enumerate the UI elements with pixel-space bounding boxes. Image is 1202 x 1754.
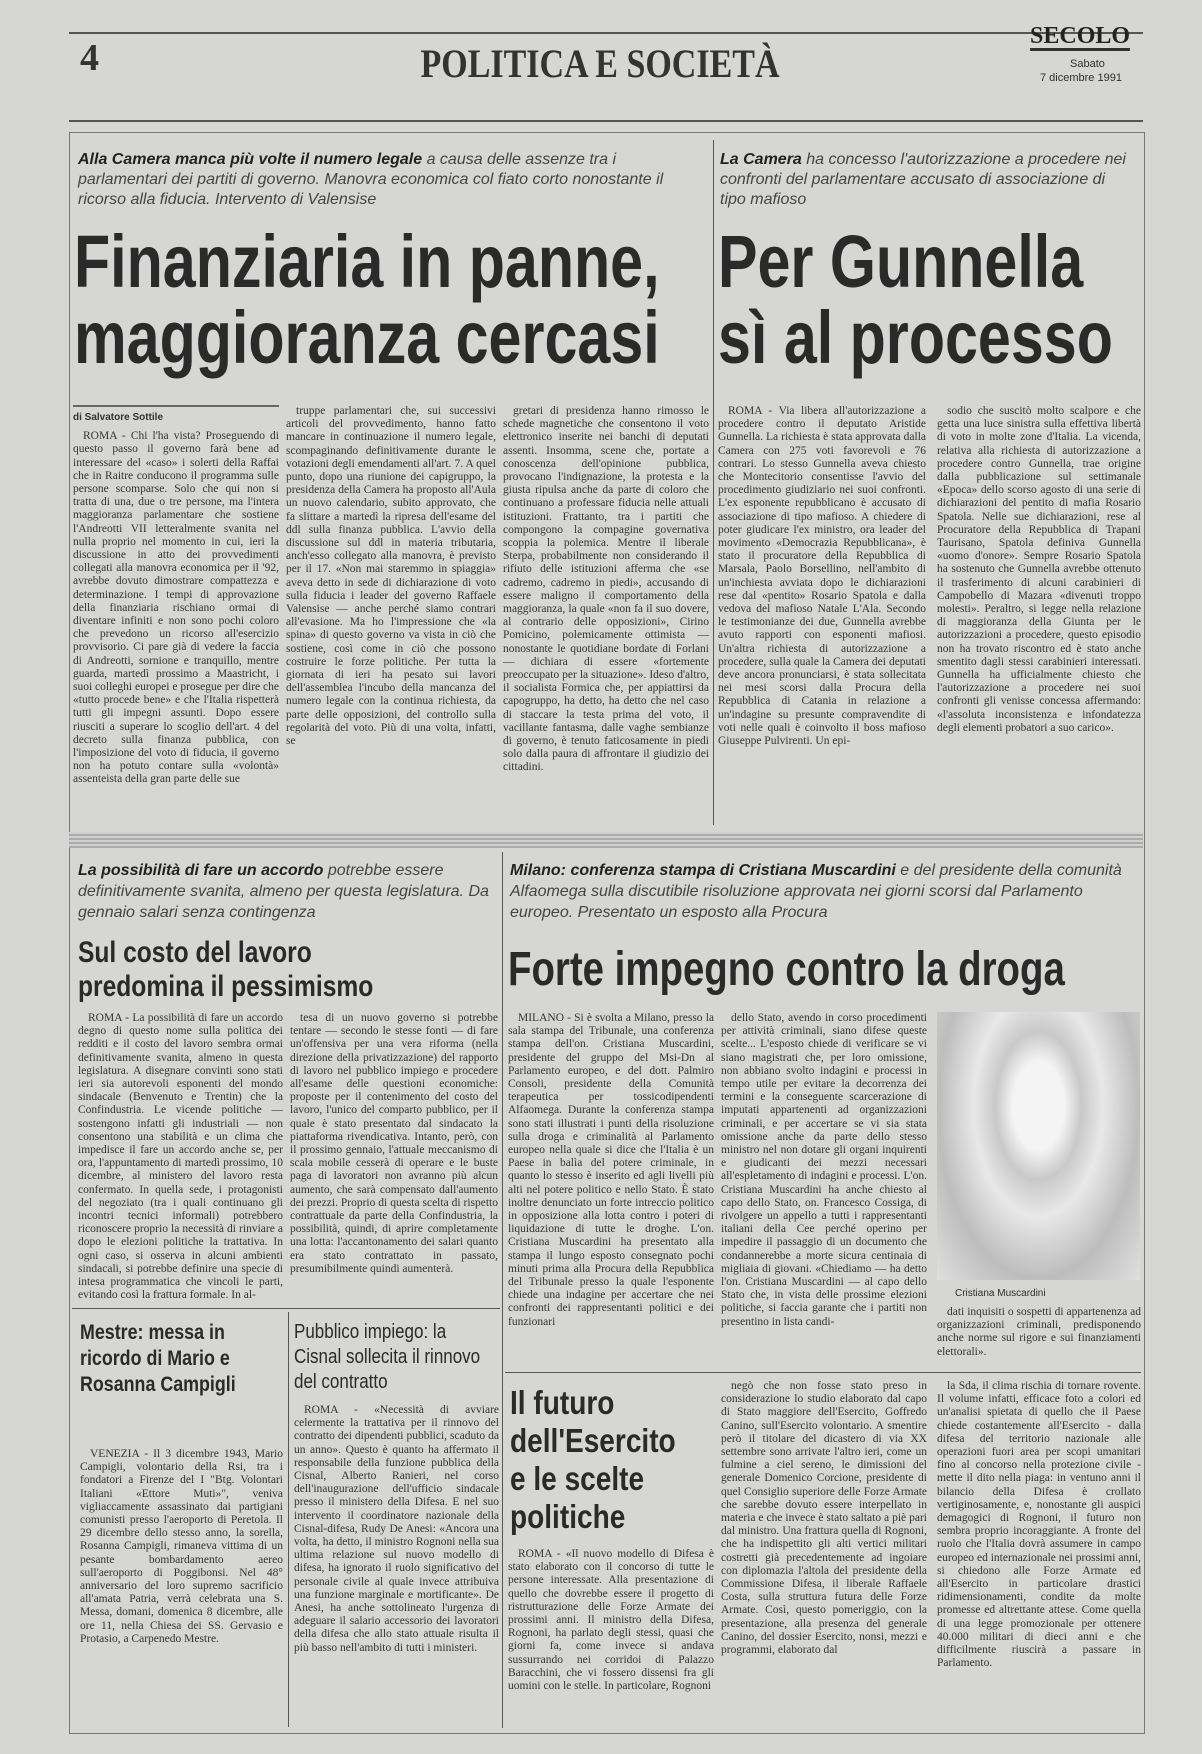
droga-column-2: [721, 1012, 927, 1367]
kicker-bold: La Camera: [720, 151, 802, 168]
article-paragraph: tesa di un nuovo governo si potrebbe tentare — secondo le stesse fonti — di fare un'offensiva per una vera riforma (nella direzione della privatizzazione) del rapporto di lavoro nel pubblico impiego e procedere all'esame delle questioni economiche: proposte per il contenimento del costo del lavoro, l'unico del comparto pubblico, per il quale è stato presentato dal sindacato la piattaforma rivendicativa. Intanto, però, con il prossimo gennaio, l'attuale meccanismo di scala mobile cesserà di operare e le buste paga di lavoratori non avranno più alcun aumento, che sarà compensato dall'aumento dei prezzi. Proprio di questa scelta di rispetto contrattuale da parte della Confindustria, la possibilità, quindi, di aprire completamente una lotta: l'accantonamento dei salari quanto era stato contrattato in passato, presumibilmente quindi aumenterà.: [290, 1012, 498, 1275]
droga-kicker: [510, 860, 1140, 923]
header-top-rule: [69, 32, 1143, 34]
finanziaria-column-2: [286, 405, 496, 820]
kicker-text: e del presidente della comunità Alfaomega sulla discutibile risoluzione approvata nei giorni scorsi dal Parlamento europeo. Presentato un esposto alla Procura: [510, 862, 1122, 921]
esercito-column-3: [937, 1380, 1141, 1725]
article-paragraph: ROMA - «Necessità di avviare celermente la trattativa per il rinnovo del contratto dei dipendenti pubblici, scaduto da un anno». Questo è quanto ha affermato il responsabile della funzione pubblica della Cisnal, Alberto Ranieri, nel corso dell'inaugurazione dell'ufficio sindacale presso il ministero della Difesa. E nel suo intervento il coordinatore nazionale della Cisnal-difesa, Rudy De Anesi: «Ancora una volta, ha detto, il ministro Rognoni nella sua ultima relazione sul nuovo modello di difesa, ha ignorato il ruolo significativo del personale civile al quale invece attribuiva una funzione marginale e mortificante». De Anesi, ha anche sottolineato l'urgenza di adeguare il salario accessorio dei lavoratori della difesa che allo stato attuale risulta il più basso nell'ambito di tutti i ministeri.: [294, 1404, 499, 1654]
article-paragraph: dello Stato, avendo in corso procedimenti per attività criminali, siano difese queste scelte... L'esposto chiede di verificare se vi siano magistrati che, per loro omissione, non abbiano svolto indagini e processi in tempo utile per evitare la decorrenza dei termini e la conseguente scarcerazione di imputati appartenenti ad organizzazioni criminali, e per accertare se vi sia stata omissione anche da parte dello stesso ministro nel non dotare gli organi inquirenti e giudicanti dei mezzi necessari all'espletamento di indagini e processi. L'on. Cristiana Muscardini ha anche chiesto al capo dello Stato, on. Francesco Cossiga, di rivolgere un appello a tutti i rappresentanti italiani della Cee perché operino per impedire il passaggio di un documento che condannerebbe a morte sicura centinaia di migliaia di giovani. «Chiediamo — ha detto l'on. Cristiana Muscardini — al capo dello Stato che, in vista delle prossime elezioni politiche, si faccia garante che i partiti non presentino in lista candi-: [721, 1012, 927, 1328]
cisnal-body: [294, 1404, 499, 1724]
kicker-bold: Milano: conferenza stampa di Cristiana Muscardini: [510, 862, 896, 879]
mestre-headline: Mestre: messa in ricordo di Mario e Rosanna Campigli: [80, 1321, 236, 1396]
issue-day: Sabato: [1070, 58, 1105, 70]
article-paragraph: ROMA - «Il nuovo modello di Difesa è stato elaborato con il concorso di tutte le persone interessate. Alla presentazione di quello che dovrebbe essere il progetto di ristrutturazione delle Forze Armate dei prossimi anni. Il ministro della Difesa, Rognoni, ha parlato degli stessi, quasi che giorni fa, come invece si andava sussurrando nei corridoi di Palazzo Baracchini, che vi fossero dissensi fra gli uomini con le stelle. In particolare, Rognoni: [508, 1548, 714, 1693]
article-paragraph: truppe parlamentari che, sui successivi articoli del provvedimento, hanno fatto mancare in continuazione il numero legale, scompaginando definitivamente durante le votazioni degli emendamenti all'art. 7. A quel punto, dopo una riunione dei capigruppo, la presidenza della Camera ha proposto all'Aula un nuovo calendario, subito approvato, che fa slittare a martedì la ripresa dell'esame del ddl sulla finanza pubblica. L'avvio della discussione sul ddl in materia tributaria, anch'esso collegato alla manovra, è previsto per il 17. «Non mai staremmo in spiaggia» aveva detto in sede di dichiarazione di voto sulla fiducia i leader del governo Raffaele Valensise — anche perché siamo contrari all'evasione. Ma ho l'impressione che «la spina» di questo governo va vista in ciò che sostiene, così come in ciò che possono costruire le forze politiche. Per tutta la giornata di ieri ha pesato sui lavori dell'assemblea l'incubo della mancanza del numero legale con la continua richiesta, da parte delle opposizioni, del controllo sulla regolarità del voto. Più di una volta, infatti, se: [286, 405, 496, 748]
gunnella-column-1: [718, 405, 926, 820]
article-paragraph: gretari di presidenza hanno rimosso le schede magnetiche che consentono il voto elettronico inserite nei banchi di deputati assenti. Insomma, scene che, portate a conoscenza dell'opinione pubblica, provocano l'indignazione, la protesta e la giusta ripulsa anche da parte di coloro che continuano a professare fiducia nelle attuali istituzioni. Frattanto, tra i partiti che compongono la compagine governativa scoppia la polemica. Mentre il liberale Sterpa, probabilmente non considerando il rifiuto delle istituzioni afferma che «se cadremo, cadremo in piedi», accusando di essere maligno il comportamento della maggioranza, la quale «non fa il suo dovere, al contrario delle opposizioni», Cirino Pomicino, polemicamente ottimista — nonostante le quotidiane bordate di Forlani — dichiara di essere «fortemente preoccupato per la situazione». Ideso d'altro, il socialista Formica che, per appiattirsi da capogruppo, ha detto, ha detto che nel caso di staccare la testa prima del voto, il vacillante fantasma, dalle vaghe sembianze di governo, è tenuto faticosamente in piedi solo dalla paura di affrontare il giudizio dei cittadini.: [503, 405, 709, 774]
lavoro-kicker: [78, 860, 496, 923]
headline-line-2: sì al processo: [718, 296, 1113, 379]
headline-line-1: Sul costo del lavoro: [78, 936, 312, 969]
column-divider: [713, 140, 714, 825]
lavoro-headline: [78, 936, 373, 1004]
column-divider: [288, 1312, 289, 1727]
mestre-body: [80, 1448, 283, 1723]
article-paragraph: la Sda, il clima rischia di tornare rovente. Il volume infatti, efficace foto a colori ed un'analisi spietata di quello che il Paese chiede costantemente all'Esercito - dalla difesa del territorio nazionale alle operazioni fuori area per scopi umanitari fino al concorso nella protezione civile - mette il dito nella piaga: in ventuno anni il bilancio della Difesa è crollato vertiginosamente, e, nonostante gli auspici demagogici di Rognoni, il futuro non sembra proprio incoraggiante. A fronte del ruolo che l'Italia dovrà assumere in campo europeo ed internazionale nei prossimi anni, si chiedono alle Forze Armate ed all'Esercito in particolare drastici ridimensionamenti, condite da molte promesse ed altrettante attese. Come quella di una legge promozionale per ottenere 40.000 militari di dieci anni e che difficilmente riuscirà a passare in Parlamento.: [937, 1380, 1141, 1670]
headline-line-1: Finanziaria in panne,: [74, 220, 660, 303]
byline: di Salvatore Sottile: [73, 405, 279, 424]
finanziaria-headline: [74, 220, 660, 379]
header-bottom-rule: [69, 120, 1143, 122]
article-paragraph: ROMA - Via libera all'autorizzazione a procedere contro il deputato Aristide Gunnella. La richiesta è stata approvata dalla Camera con 275 voti favorevoli e 76 contrari. Lo stesso Gunnella aveva chiesto che Montecitorio consentisse l'avvio del procedimento giudiziario nei suoi confronti. L'ex esponente repubblicano è accusato di associazione di tipo mafioso. A chiedere di poter giudicare l'ex ministro, ora leader del movimento «Democrazia Repubblicana», è stato il procuratore della Repubblica di Marsala, Paolo Borsellino, nell'ambito di un'inchiesta avviata dopo le dichiarazioni rese dal «pentito» Rosario Spatola e dalla vedova del mafioso Natale L'Ala. Secondo le testimonianze dei due, Gunnella avrebbe avuto rapporti con esponenti mafiosi. Un'altra richiesta di autorizzazione a procedere, sulla quale la Camera dei deputati deve ancora pronunciarsi, è stata sollecitata nei mesi scorsi dalla Procura della Repubblica di Catania in relazione a un'indagine su presunte compravendite di voti nelle quali è coinvolto il boss mafioso Giuseppe Pulvirenti. Un epi-: [718, 405, 926, 748]
article-paragraph: ROMA - Chi l'ha vista? Proseguendo di questo passo il governo farà bene ad interessare del «caso» i solerti della Raffai che in Raitre conducono il programma sulle persone scomparse. Solo che qui non si tratta di una, due o tre persone, ma l'intera maggioranza parlamentare che sostiene l'Andreotti VII letteralmente svanita nel nulla proprio nel momento in cui, ieri la discussione in atto dei provvedimenti collegati alla manovra economica per il '92, avrebbe dovuto dimostrare compattezza e determinazione. I tempi di approvazione della finanziaria rischiano ormai di diventare infiniti e non sono pochi coloro che prevedono un ricorso all'esercizio provvisorio. Ci pare già di vedere la faccia di Andreotti, sornione e tranquillo, mentre guarda, martedì prossimo a Maastricht, i suoi colleghi europei e prosegue per dire che «tutto procede bene» e che l'Italia rispetterà tutti gli impegni assunti. Dopo essere riusciti a superare lo scoglio dell'art. 4 del decreto sulla finanza pubblica, con l'imposizione del voto di fiducia, il governo non ha potuto contare sulla «volontà» assenteista della gran parte delle sue: [73, 430, 279, 786]
article-paragraph: negò che non fosse stato preso in considerazione lo studio elaborato dal capo di Stato maggiore dell'Esercito, Goffredo Canino, sull'Esercito volontario. A smentire però il titolare del dicastero di via XX settembre sono arrivate l'altro ieri, come un fulmine a ciel sereno, le dimissioni del generale Domenico Corcione, presidente di quel Consiglio superiore delle Forze Armate che sarebbe dovuto essere interpellato in materia e che invece è stato saltato a piè pari dal ministro. Una frattura quella di Rognoni, che ha indispettito gli alti vertici militari costretti già precedentemente ad ingoiare con diplomazia l'altola del presidente della Commissione Difesa, il liberale Raffaele Costa, sulla struttura futura delle Forze Armate. Così, questo pomeriggio, con la presentazione, alla presenza del generale Canino, del dossier Esercito, nonsi, mezzi e programmi, elaborato dal: [721, 1380, 927, 1657]
page-number: 4: [80, 37, 99, 79]
headline-line-2: maggioranza cercasi: [74, 296, 660, 379]
box-rule: [505, 1372, 1141, 1373]
kicker-bold: La possibilità di fare un accordo: [78, 862, 324, 879]
gunnella-kicker: [720, 150, 1130, 210]
esercito-column-1: [508, 1548, 714, 1724]
finanziaria-column-1: [73, 405, 279, 820]
article-paragraph: ROMA - La possibilità di fare un accordo degno di questo nome sulla politica dei redditi e il costo del lavoro sembra ormai definitivamente svanita, almeno in questa legislatura. A disegnare convinti sono stati ieri sia autorevoli esponenti del mondo sindacale (Benvenuto e Trentin) che la Confindustria. Le vicende politiche — sostengono infatti gli industriali — non consentono una stabilità e un clima che impedisce il fare un accordo anche se, per ora, l'appuntamento di martedì prossimo, 10 dicembre, al ministero del lavoro resta confermato. In quella sede, i protagonisti del negoziato (tra i quali continuano gli incontri tecnici informali) potrebbero riconoscere proprio la necessità di rinviare a dopo le elezioni politiche la trattativa. In ogni caso, si osserva in alcuni ambienti sindacali, si potrebbe definire una specie di intesa programmatica che vincoli le parti, evitando così la frattura formale. In al-: [78, 1012, 283, 1302]
article-paragraph: MILANO - Si è svolta a Milano, presso la sala stampa del Tribunale, una conferenza stampa dell'on. Cristiana Muscardini, presidente del gruppo del Msi-Dn al Parlamento europeo, e del dott. Palmiro Consoli, presidente della Comunità terapeutica per tossicodipendenti Alfaomega. Durante la conferenza stampa sono stati illustrati i punti della risoluzione sulla droga e criminalità al Parlamento europeo nella quale si dice che l'Italia è un Paese in balìa del potere criminale, in quanto lo stesso è inserito ed agli livelli più alti nel potere politico e nello Stato. È stato inoltre denunciato un forte intreccio politico in opposizione alla lotta contro i poteri di liquidazione di tutte le droghe. L'on. Cristiana Muscardini ha presentato alla stampa il lungo esposto consegnato pochi minuti prima alla Procura della Repubblica del Tribunale presso la quale l'esponente chiede una indagine per accertare che nei confronti dei rappresentanti politici e dei funzionari: [508, 1012, 714, 1328]
kicker-text: ha concesso l'autorizzazione a procedere nei confronti del parlamentare accusato di associazione di tipo mafioso: [720, 151, 1126, 208]
article-paragraph: dati inquisiti o sospetti di appartenenza ad organizzazioni criminali, predisponendo anche norme sul rigore e sui finanziamenti elettorali».: [937, 1306, 1141, 1358]
box-rule: [72, 1308, 500, 1309]
kicker-bold: Alla Camera manca più volte il numero legale: [78, 151, 423, 168]
article-paragraph: VENEZIA - Il 3 dicembre 1943, Mario Campigli, volontario della Rsi, tra i fondatori a Firenze del I "Btg. Volontari Italiani «Ettore Muti»", veniva vigliaccamente assassinato dai partigiani comunisti presso l'aeroporto di Peretola. Il 29 dicembre dello stesso anno, la sorella, Rosanna Campigli, rimaneva vittima di un pesante bombardamento aereo sull'aeroporto di Poggibonsi. Nel 48° anniversario del loro supremo sacrificio all'amata Patria, verrà celebrata una S. Messa, domani, domenica 8 dicembre, alle ore 11, nella Chiesa dei SS. Gervasio e Protasio, a Carpenedo Mestre.: [80, 1448, 283, 1645]
headline-text: Forte impegno contro la droga: [508, 943, 1065, 996]
article-paragraph: sodio che suscitò molto scalpore e che getta una luce sinistra sulla effettiva libertà di voto in molte zone d'Italia. La vicenda, relativa alla richiesta di autorizzazione a procedere contro Gunnella, trae origine dalla pubblicazione sul settimanale «Epoca» dello scorso agosto di una serie di dichiarazioni del pentito di mafia Rosario Spatola. Nelle sue dichiarazioni, rese al Procuratore della Repubblica di Trapani Taurisano, Spatola definiva Gunnella «uomo d'onore». Sempre Rosario Spatola ha sostenuto che Gunnella avrebbe ottenuto il trasferimento di alcuni carabinieri di Campobello di Mazara «divenuti troppo molesti». Peraltro, si legge nella relazione di maggioranza della Giunta per le autorizzazioni a procedere, questo episodio non ha trovato riscontro ed è stato anche smentito dagli stessi carabinieri interessati. Gunnella ha ufficialmente chiesto che l'autorizzazione a procedere nei suoi confronti gli venisse concessa affermando: «l'assoluta inconsistenza e infondatezza degli elementi probatori a suo carico».: [937, 405, 1141, 734]
finanziaria-column-3: [503, 405, 709, 820]
droga-column-3: [937, 1306, 1141, 1368]
finanziaria-kicker: [78, 150, 703, 210]
esercito-column-2: [721, 1380, 927, 1725]
kicker-text: potrebbe essere definitivamente svanita, almeno per questa legislatura. Da gennaio salari senza contingenza: [78, 862, 489, 921]
esercito-headline: Il futuro dell'Esercito e le scelte politiche: [510, 1384, 676, 1535]
cisnal-headline: Pubblico impiego: la Cisnal sollecita il rinnovo del contratto: [294, 1321, 481, 1393]
lavoro-column-1: [78, 1012, 283, 1302]
headline-line-1: Per Gunnella: [718, 220, 1084, 303]
kicker-text: a causa delle assenze tra i parlamentari dei partiti di governo. Manovra economica col fiato corto nonostante il ricorso alla fiducia. Intervento di Valensise: [78, 151, 664, 208]
headline-line-2: predomina il pessimismo: [78, 970, 374, 1003]
section-separator-band: [69, 832, 1143, 848]
gunnella-headline: [718, 220, 1113, 379]
column-divider: [502, 852, 503, 1728]
section-title: POLITICA E SOCIETÀ: [420, 41, 780, 86]
portrait-photo: [937, 1012, 1140, 1280]
gunnella-column-2: [937, 405, 1141, 820]
photo-caption: Cristiana Muscardini: [955, 1288, 1046, 1299]
droga-headline: [508, 944, 1065, 996]
masthead-logo: SECOLO: [1030, 23, 1131, 49]
issue-date: 7 dicembre 1991: [1040, 72, 1122, 84]
droga-column-1: [508, 1012, 714, 1367]
lavoro-column-2: [290, 1012, 498, 1302]
